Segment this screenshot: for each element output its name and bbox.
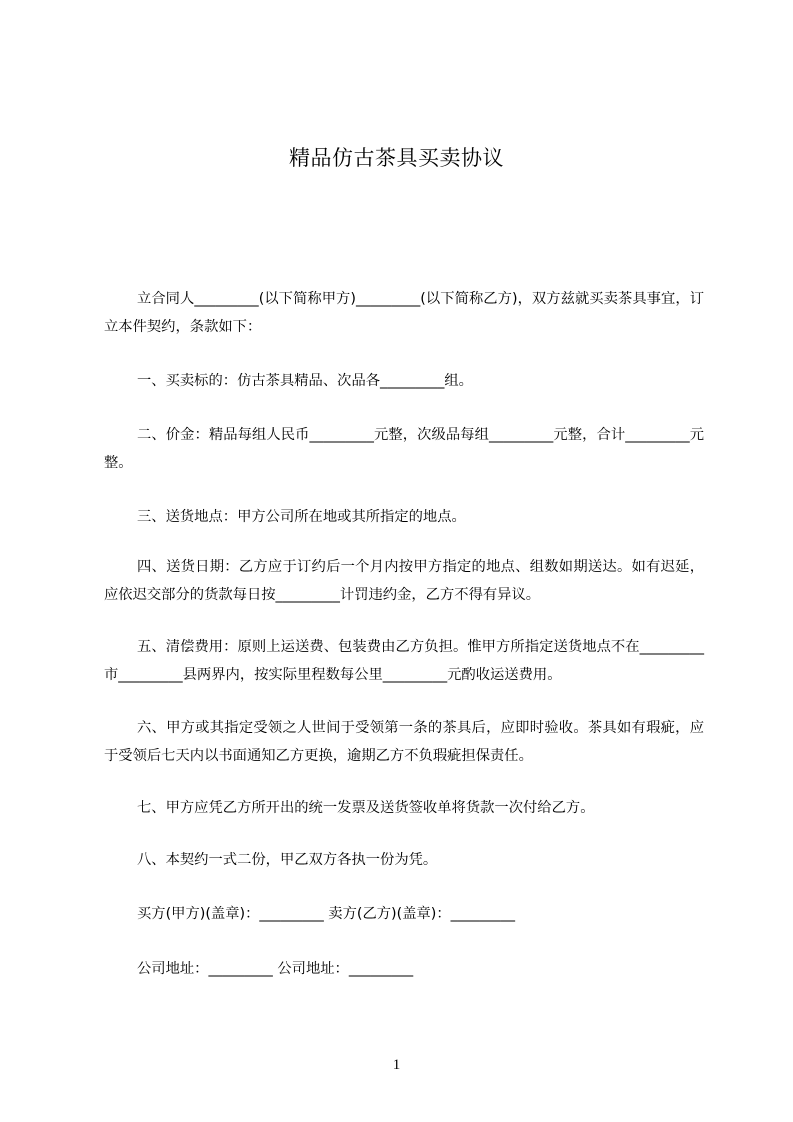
clause-6: 六、甲方或其指定受领之人世间于受领第一条的茶具后，应即时验收。茶具如有瑕疵，应于受领后七天内以书面通知乙方更换，逾期乙方不负瑕疵担保责任。: [104, 720, 704, 764]
clause-1: 一、买卖标的：仿古茶具精品、次品各_________组。: [137, 373, 473, 389]
clause-8: 八、本契约一式二份，甲乙双方各执一份为凭。: [137, 852, 438, 868]
address-line: 公司地址：_________ 公司地址：_________: [137, 961, 414, 977]
clause-5: 五、清偿费用：原则上运送费、包装费由乙方负担。惟甲方所指定送货地点不在_________市_________县两界内，按实际里程数每公里_________元酌收运送费用。: [104, 639, 704, 683]
page-number: 1: [392, 1057, 401, 1073]
clause-3: 三、送货地点：甲方公司所在地或其所指定的地点。: [137, 509, 466, 525]
signature-line: 买方(甲方)(盖章)：_________ 卖方(乙方)(盖章)：_________: [137, 906, 515, 922]
clause-2: 二、价金：精品每组人民币_________元整，次级品每组_________元整，合计_________元整。: [104, 427, 704, 471]
clause-4: 四、送货日期：乙方应于订约后一个月内按甲方指定的地点、组数如期送达。如有迟延，应依迟交部分的货款每日按_________计罚违约金，乙方不得有异议。: [104, 559, 704, 603]
clause-7: 七、甲方应凭乙方所开出的统一发票及送货签收单将货款一次付给乙方。: [137, 800, 595, 816]
intro-paragraph: 立合同人_________(以下简称甲方)_________(以下简称乙方)，双方兹就买卖茶具事宜，订立本件契约，条款如下：: [104, 291, 704, 335]
document-title: 精品仿古茶具买卖协议: [289, 146, 504, 170]
